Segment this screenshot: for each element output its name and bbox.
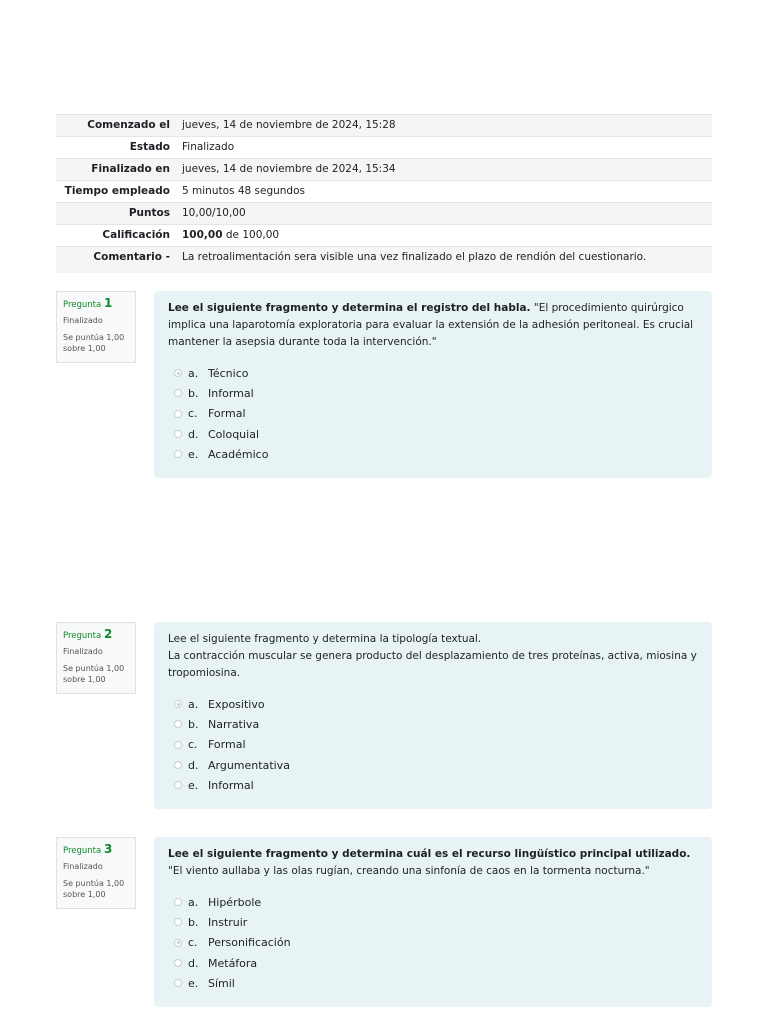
- answer-option[interactable]: a. Técnico: [168, 363, 698, 383]
- summary-row-comment: [56, 247, 712, 274]
- question-state: Finalizado: [63, 647, 103, 656]
- summary-value: jueves, 14 de noviembre de 2024, 15:34: [182, 163, 396, 175]
- question-grade: Se puntúa 1,00 sobre 1,00: [63, 664, 125, 684]
- summary-label: Comentario -: [93, 251, 170, 263]
- summary-row-points: [56, 203, 712, 225]
- summary-value: 5 minutos 48 segundos: [182, 185, 305, 197]
- radio-button-icon[interactable]: [174, 430, 182, 438]
- summary-row-started: [56, 115, 712, 137]
- radio-button-icon[interactable]: [174, 741, 182, 749]
- question-text: Lee el siguiente fragmento y determina la tipología textual. La contracción muscular se genera producto del desplazamiento de tres proteínas, activa, miosina y tropomiosina.: [168, 633, 697, 679]
- summary-row-finished: [56, 159, 712, 181]
- radio-button-icon[interactable]: [174, 389, 182, 397]
- radio-button-icon[interactable]: [174, 898, 182, 906]
- summary-value: La retroalimentación sera visible una vez finalizado el plazo de rendión del cuestionario.: [182, 251, 647, 263]
- summary-row-state: [56, 137, 712, 159]
- summary-label: Finalizado en: [91, 163, 170, 175]
- answer-option[interactable]: c. Formal: [168, 735, 698, 755]
- radio-button-icon[interactable]: [174, 369, 182, 377]
- answer-option[interactable]: d. Metáfora: [168, 953, 698, 973]
- question-content-3: [154, 837, 712, 1007]
- answer-option[interactable]: d. Coloquial: [168, 424, 698, 444]
- question-info-2: [56, 622, 136, 694]
- summary-label: Comenzado el: [87, 119, 170, 131]
- question-content-2: [154, 622, 712, 809]
- summary-value: jueves, 14 de noviembre de 2024, 15:28: [182, 119, 396, 131]
- question-state: Finalizado: [63, 862, 103, 871]
- answer-option[interactable]: e. Símil: [168, 973, 698, 993]
- summary-label: Estado: [129, 141, 170, 153]
- grade-total: de 100,00: [222, 229, 280, 241]
- radio-button-icon[interactable]: [174, 700, 182, 708]
- answer-option[interactable]: c. Formal: [168, 404, 698, 424]
- radio-button-icon[interactable]: [174, 959, 182, 967]
- summary-label: Puntos: [128, 207, 170, 219]
- radio-button-icon[interactable]: [174, 410, 182, 418]
- answer-option[interactable]: e. Informal: [168, 775, 698, 795]
- summary-value: Finalizado: [182, 141, 235, 153]
- answer-option[interactable]: e. Académico: [168, 444, 698, 464]
- answer-option[interactable]: c. Personificación: [168, 933, 698, 953]
- radio-button-icon[interactable]: [174, 979, 182, 987]
- radio-button-icon[interactable]: [174, 761, 182, 769]
- grade-value: 100,00: [182, 229, 223, 241]
- answer-list: [168, 694, 698, 795]
- question-number: Pregunta 2: [63, 627, 113, 641]
- answer-list: [168, 363, 698, 464]
- answer-list: [168, 892, 698, 993]
- answer-option[interactable]: a. Hipérbole: [168, 892, 698, 912]
- question-number: Pregunta 3: [63, 842, 113, 856]
- answer-option[interactable]: b. Instruir: [168, 912, 698, 932]
- answer-option[interactable]: d. Argumentativa: [168, 755, 698, 775]
- answer-option[interactable]: b. Informal: [168, 383, 698, 403]
- question-text: Lee el siguiente fragmento y determina el registro del habla. "El procedimiento quirúrgico implica una laparotomía exploratoria para evaluar la extensión de la adhesión peritoneal. Es crucial mantener la asepsia durante toda la intervención.": [168, 302, 694, 348]
- radio-button-icon[interactable]: [174, 781, 182, 789]
- radio-button-icon[interactable]: [174, 450, 182, 458]
- question-grade: Se puntúa 1,00 sobre 1,00: [63, 333, 125, 353]
- summary-value: [176, 225, 712, 247]
- question-info-3: [56, 837, 136, 909]
- radio-button-icon[interactable]: [174, 939, 182, 947]
- summary-label: Tiempo empleado: [64, 185, 170, 197]
- question-text: Lee el siguiente fragmento y determina cuál es el recurso lingüístico principal utilizado. "El viento aullaba y las olas rugían, creando una sinfonía de caos en la tormenta nocturna.": [168, 848, 691, 877]
- attempt-summary-table: [56, 114, 712, 273]
- question-info-1: [56, 291, 136, 363]
- radio-button-icon[interactable]: [174, 918, 182, 926]
- summary-row-time-taken: [56, 181, 712, 203]
- summary-value: 10,00/10,00: [182, 207, 246, 219]
- answer-option[interactable]: a. Expositivo: [168, 694, 698, 714]
- summary-row-grade: [56, 225, 712, 247]
- question-content-1: [154, 291, 712, 478]
- radio-button-icon[interactable]: [174, 720, 182, 728]
- answer-option[interactable]: b. Narrativa: [168, 714, 698, 734]
- question-state: Finalizado: [63, 316, 103, 325]
- question-grade: Se puntúa 1,00 sobre 1,00: [63, 879, 125, 899]
- summary-label: Calificación: [102, 229, 170, 241]
- question-number: Pregunta 1: [63, 296, 113, 310]
